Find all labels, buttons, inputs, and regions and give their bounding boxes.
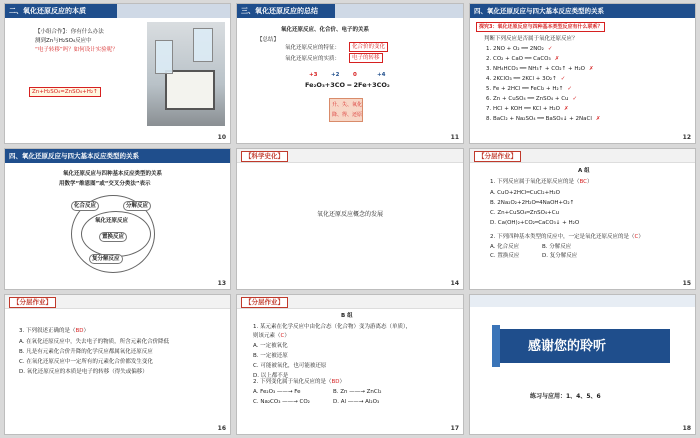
group-label: B 组 bbox=[341, 313, 353, 319]
option-item: B. 凡是有元素化合价升降的化学反应都属氧化还原反应 bbox=[19, 349, 153, 355]
question-1-text: 1. 某元素在化学反应中由化合态（化合物）变为游离态（单质）， bbox=[253, 324, 412, 330]
category-label: 【分层作业】 bbox=[474, 151, 521, 162]
question-1-options bbox=[490, 188, 579, 228]
venn-displacement: 置换反应 bbox=[99, 232, 127, 242]
question-3-options bbox=[19, 337, 169, 377]
option-item: C. 可能被氧化，也可能被还原 bbox=[253, 363, 327, 369]
venn-double-decomposition: 复分解反应 bbox=[89, 254, 123, 264]
category-label: 【分层作业】 bbox=[9, 297, 56, 308]
beaker-icon-2 bbox=[193, 28, 213, 62]
answer-1: C bbox=[280, 333, 285, 339]
ammeter-icon bbox=[165, 70, 215, 110]
thanks-banner-accent bbox=[492, 325, 500, 367]
keywords-down: 降、得、还原 bbox=[332, 112, 363, 118]
slide-title: 四、氧化还原反应与四大基本反应类型的关系 bbox=[470, 4, 696, 18]
feature-label: 氧化还原反应的特征： bbox=[285, 45, 341, 51]
slide-17[interactable] bbox=[236, 294, 464, 435]
answer-1: BC bbox=[579, 179, 588, 185]
question-2-text: 2. 下列四种基本类型的反应中，一定是氧化还原反应的是（ bbox=[490, 234, 635, 240]
thanks-text: 感谢您的聆听 bbox=[528, 339, 607, 354]
essence-value: 电子的转移 bbox=[349, 53, 383, 63]
reaction-text: 1. 2NO + O₂ ══ 2NO₂ bbox=[486, 46, 544, 52]
answer-3: BD bbox=[75, 328, 84, 334]
slide-16[interactable] bbox=[4, 294, 231, 435]
judgement-mark: ✗ bbox=[589, 66, 594, 72]
question-2-end: ） bbox=[638, 234, 644, 240]
group-label: A 组 bbox=[578, 168, 590, 174]
body-text: 氧化还原反应概念的发展 bbox=[317, 211, 384, 218]
judgement-mark: ✗ bbox=[554, 56, 560, 62]
reaction-row bbox=[486, 94, 686, 104]
beaker-icon bbox=[155, 40, 173, 74]
slide-10[interactable] bbox=[4, 3, 231, 144]
reaction-row bbox=[486, 114, 686, 124]
option-a: A. 化合反应 bbox=[490, 244, 520, 250]
answer-2: C bbox=[634, 234, 639, 240]
reaction-text: 7. HCl + KOH ══ KCl + H₂O bbox=[486, 106, 560, 112]
reaction-row bbox=[486, 84, 686, 94]
venn-intro-1: 氧化还原反应与四种基本反应类型的关系 bbox=[63, 171, 163, 177]
reaction-text: 6. Zn + CuSO₄ ══ ZnSO₄ + Cu bbox=[486, 96, 569, 102]
reaction-row bbox=[486, 44, 686, 54]
option-item: C. Zn+CuSO₄═ZnSO₄+Cu bbox=[490, 210, 560, 216]
option-item: D. 以上都不是 bbox=[253, 373, 289, 379]
valence-3: 0 bbox=[353, 72, 357, 78]
judgement-mark: ✗ bbox=[563, 106, 569, 112]
question-1-line-2-text: 则该元素（ bbox=[253, 333, 281, 339]
redox-equation: Fe₂O₃+3CO ═ 2Fe+3CO₂ bbox=[305, 81, 390, 89]
reaction-text: 4. 2KClO₃ ══ 2KCl + 3O₂↑ bbox=[486, 76, 557, 82]
slide-12[interactable] bbox=[469, 3, 696, 144]
option-d: D. Al ——→ Al₂O₃ bbox=[333, 399, 380, 405]
summary-label: 【总结】 bbox=[257, 37, 280, 43]
slide-number: 12 bbox=[682, 134, 691, 141]
category-label: 【科学史化】 bbox=[241, 151, 288, 162]
option-item: D. Ca(OH)₂+CO₂═CaCO₃↓ + H₂O bbox=[490, 220, 580, 226]
option-item: A. 一定被氧化 bbox=[253, 343, 288, 349]
question-1-text: 1. 下列反应属于氧化还原反应的是（ bbox=[490, 179, 580, 185]
question-2-text: 2. 下列变化属于氧化反应的是（ bbox=[253, 379, 332, 385]
feature-value: 化合价的变化 bbox=[349, 42, 388, 52]
question-2 bbox=[253, 378, 345, 386]
option-item: C. 在氧化还原反应中一定所有的元素化合价都发生变化 bbox=[19, 359, 153, 365]
option-item: B. 2Na₂O₂+2H₂O═4NaOH+O₂↑ bbox=[490, 200, 575, 206]
category-label: 【分层作业】 bbox=[241, 297, 288, 308]
redox-keywords-box bbox=[329, 98, 363, 122]
question-3-text: 3. 下列叙述正确的是（ bbox=[19, 328, 76, 334]
question-2 bbox=[490, 233, 644, 241]
slide-title: 四、氧化还原反应与四大基本反应类型的关系 bbox=[5, 149, 231, 163]
valence-2: +2 bbox=[331, 72, 340, 78]
reaction-text: 5. Fe + 2HCl ══ FeCl₂ + H₂↑ bbox=[486, 86, 564, 92]
reaction-text: 2. CO₂ + CaO ══ CaCO₃ bbox=[486, 56, 551, 62]
reaction-text: 8. BaCl₂ + Na₂SO₄ ══ BaSO₄↓ + 2NaCl bbox=[486, 116, 592, 122]
reaction-row bbox=[486, 104, 686, 114]
question-1 bbox=[490, 178, 593, 186]
relation-heading: 氧化还原反应、化合价、电子的关系 bbox=[281, 27, 370, 33]
slide-title: 二、氧化还原反应的本质 bbox=[5, 4, 117, 18]
venn-decomposition: 分解反应 bbox=[123, 201, 151, 211]
option-c: C. Na₂CO₃ ——→ CO₂ bbox=[253, 399, 310, 405]
group-task-text: 【小组合作】：你有什么办法 bbox=[35, 29, 104, 35]
judgement-mark: ✓ bbox=[567, 86, 572, 92]
judge-prompt: 判断下列反应是否属于氧化还原反应？ bbox=[484, 36, 578, 42]
slide-number: 10 bbox=[217, 134, 226, 141]
valence-4: +4 bbox=[377, 72, 386, 78]
slide-number: 15 bbox=[682, 280, 691, 287]
slide-14[interactable] bbox=[236, 148, 464, 290]
judgement-mark: ✓ bbox=[572, 96, 578, 102]
group-task-text-3: “电子转移”吗？如何设计实验呢？ bbox=[35, 47, 118, 53]
judgement-mark: ✓ bbox=[547, 46, 553, 52]
option-item: B. 一定被还原 bbox=[253, 353, 288, 359]
slide-number: 11 bbox=[450, 134, 459, 141]
group-task-text-2: 测到Zn与H₂SO₄反应中 bbox=[35, 38, 92, 44]
practice-text: 练习与应用：1、4、5、6 bbox=[530, 393, 601, 400]
question-1-line-2 bbox=[253, 332, 290, 340]
slide-11[interactable] bbox=[236, 3, 464, 144]
slide-number: 16 bbox=[217, 425, 226, 432]
slide-number: 13 bbox=[217, 280, 226, 287]
banner-stripe-top bbox=[470, 295, 695, 307]
question-3 bbox=[19, 327, 89, 335]
slide-title: 三、氧化还原反应的总结 bbox=[237, 4, 335, 18]
question-2-end: ） bbox=[339, 379, 346, 385]
reaction-row bbox=[486, 74, 686, 84]
question-1-end: ） bbox=[284, 333, 290, 339]
slide-15[interactable] bbox=[469, 148, 696, 290]
venn-intro-2: 用数学“维恩图”或“交叉分类法”表示 bbox=[59, 181, 151, 187]
question-1-options bbox=[253, 341, 326, 381]
keywords-up: 升、失、氧化 bbox=[332, 102, 363, 108]
judgement-mark: ✓ bbox=[560, 76, 566, 82]
answer-2: BD bbox=[331, 379, 340, 385]
venn-combination: 化合反应 bbox=[71, 201, 99, 211]
reaction-row bbox=[486, 64, 686, 74]
slide-13[interactable] bbox=[4, 148, 231, 290]
option-b: B. 分解反应 bbox=[542, 244, 572, 250]
option-d: D. 复分解反应 bbox=[542, 253, 578, 259]
option-item: D. 氧化还原反应的本质是电子的转移（得失或偏移） bbox=[19, 369, 148, 375]
reaction-row bbox=[486, 54, 686, 64]
option-a: A. Fe₂O₃ ——→ Fe bbox=[253, 389, 301, 395]
question-3-end: ） bbox=[83, 328, 90, 334]
option-item: A. 在氧化还原反应中，失去电子的物质，所含元素化合价降低 bbox=[19, 339, 170, 345]
reaction-text: 3. NH₄HCO₃ ══ NH₃↑ + CO₂↑ + H₂O bbox=[486, 66, 586, 72]
option-item: A. CuO+2HCl═CuCl₂+H₂O bbox=[490, 190, 560, 196]
venn-redox: 氧化还原反应 bbox=[95, 218, 129, 224]
slide-number: 18 bbox=[682, 425, 691, 432]
option-b: B. Zn ——→ ZnCl₂ bbox=[333, 389, 382, 395]
judgement-mark: ✗ bbox=[595, 116, 601, 122]
beaker-photo bbox=[147, 22, 225, 126]
inquiry-question: 探究3：氧化还原反应与四种基本类型反应有什么联系？ bbox=[476, 22, 605, 32]
valence-1: +3 bbox=[309, 72, 318, 78]
equation-box: Zn+H₂SO₄=ZnSO₄+H₂↑ bbox=[29, 87, 101, 97]
essence-label: 氧化还原反应的实质： bbox=[285, 56, 341, 62]
slide-18[interactable] bbox=[469, 294, 696, 435]
option-c: C. 置换反应 bbox=[490, 253, 520, 259]
slide-number: 17 bbox=[450, 425, 459, 432]
reaction-list bbox=[486, 44, 686, 124]
question-1-end: ） bbox=[587, 179, 593, 185]
slide-number: 14 bbox=[450, 280, 459, 287]
